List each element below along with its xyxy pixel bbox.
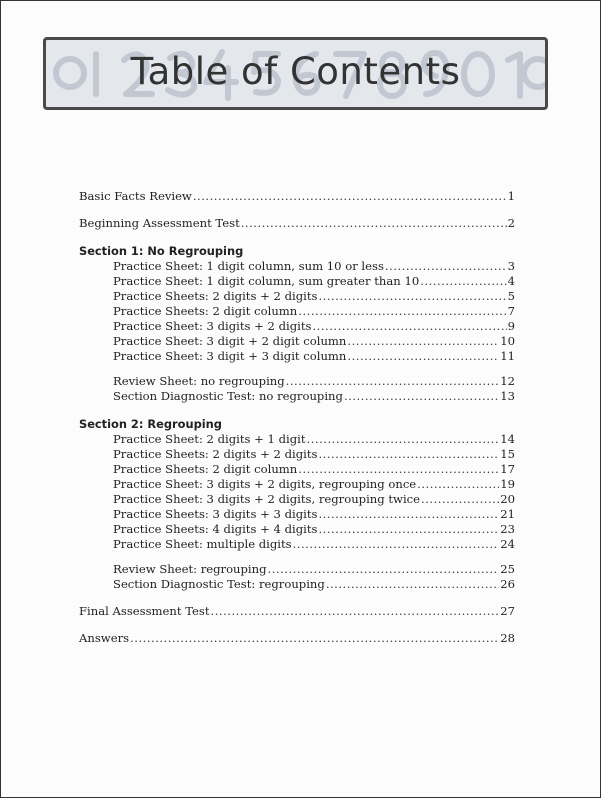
dot-leader — [211, 604, 500, 619]
dot-leader — [286, 374, 500, 389]
entry-page-number: 21 — [500, 507, 515, 521]
dot-leader — [417, 477, 499, 492]
entry-page-number: 23 — [500, 522, 515, 536]
entry-label: Practice Sheets: 4 digits + 4 digits — [113, 522, 318, 536]
entry-label: Review Sheet: regrouping — [113, 562, 267, 576]
page-title: Table of Contents — [130, 50, 461, 93]
table-of-contents — [79, 189, 515, 646]
entry-label: Section Diagnostic Test: regrouping — [113, 577, 325, 591]
entry-label: Practice Sheet: 3 digit + 2 digit column — [113, 334, 347, 348]
entry-label: Practice Sheet: 1 digit column, sum 10 or less — [113, 259, 384, 273]
dot-leader — [318, 447, 499, 462]
entry-label: Practice Sheet: 2 digits + 1 digit — [113, 432, 306, 446]
dot-leader — [130, 631, 499, 646]
dot-leader — [307, 432, 500, 447]
dot-leader — [326, 577, 499, 592]
entry-label: Section Diagnostic Test: no regrouping — [113, 389, 343, 403]
toc-entry — [79, 319, 515, 334]
entry-label: Practice Sheet: multiple digits — [113, 537, 292, 551]
dot-leader — [385, 259, 507, 274]
entry-page-number: 10 — [500, 334, 515, 348]
dot-leader — [318, 289, 506, 304]
toc-entry — [79, 289, 515, 304]
entry-label: Review Sheet: no regrouping — [113, 374, 285, 388]
dot-leader — [318, 507, 499, 522]
entry-label: Practice Sheets: 3 digits + 3 digits — [113, 507, 318, 521]
entry-label: Practice Sheets: 2 digits + 2 digits — [113, 289, 318, 303]
toc-entry — [79, 537, 515, 552]
dot-leader — [193, 189, 507, 204]
dot-leader — [421, 492, 499, 507]
toc-entry — [79, 432, 515, 447]
entry-page-number: 9 — [507, 319, 515, 333]
toc-entry-diagnostic — [79, 577, 515, 592]
entry-page-number: 26 — [500, 577, 515, 591]
toc-entry — [79, 349, 515, 364]
entry-label: Practice Sheet: 3 digits + 2 digits — [113, 319, 312, 333]
dot-leader — [347, 334, 499, 349]
toc-entry-basic-facts — [79, 189, 515, 204]
entry-page-number: 17 — [500, 462, 515, 476]
toc-entry-review — [79, 562, 515, 577]
toc-entry-answers — [79, 631, 515, 646]
dot-leader — [347, 349, 499, 364]
section-2-heading: Section 2: Regrouping — [79, 417, 222, 431]
entry-label: Final Assessment Test — [79, 604, 210, 618]
entry-label: Practice Sheet: 1 digit column, sum greater than 10 — [113, 274, 420, 288]
entry-page-number: 12 — [500, 374, 515, 388]
entry-label: Practice Sheet: 3 digits + 2 digits, regrouping once — [113, 477, 417, 491]
toc-entry-diagnostic — [79, 389, 515, 404]
entry-page-number: 1 — [507, 189, 515, 203]
toc-entry — [79, 507, 515, 522]
toc-entry — [79, 522, 515, 537]
dot-leader — [344, 389, 499, 404]
dot-leader — [298, 462, 499, 477]
toc-entry — [79, 447, 515, 462]
toc-entry — [79, 492, 515, 507]
entry-page-number: 4 — [507, 274, 515, 288]
dot-leader — [241, 216, 507, 231]
entry-page-number: 27 — [500, 604, 515, 618]
entry-page-number: 15 — [500, 447, 515, 461]
entry-label: Answers — [79, 631, 130, 645]
dot-leader — [420, 274, 506, 289]
section-1-heading: Section 1: No Regrouping — [79, 244, 244, 258]
entry-page-number: 11 — [500, 349, 515, 363]
title-banner — [43, 37, 548, 110]
entry-page-number: 28 — [500, 631, 515, 645]
entry-page-number: 13 — [500, 389, 515, 403]
toc-entry — [79, 462, 515, 477]
toc-entry — [79, 334, 515, 349]
dot-leader — [318, 522, 499, 537]
toc-entry — [79, 259, 515, 274]
toc-entry-review — [79, 374, 515, 389]
entry-label: Practice Sheet: 3 digit + 3 digit column — [113, 349, 347, 363]
entry-page-number: 20 — [500, 492, 515, 506]
dot-leader — [268, 562, 500, 577]
entry-label: Basic Facts Review — [79, 189, 192, 203]
entry-page-number: 25 — [500, 562, 515, 576]
entry-label: Practice Sheets: 2 digit column — [113, 304, 298, 318]
dot-leader — [312, 319, 506, 334]
entry-label: Practice Sheets: 2 digits + 2 digits — [113, 447, 318, 461]
entry-page-number: 14 — [500, 432, 515, 446]
toc-entry — [79, 477, 515, 492]
entry-page-number: 7 — [507, 304, 515, 318]
dot-leader — [293, 537, 500, 552]
entry-page-number: 3 — [507, 259, 515, 273]
toc-entry — [79, 274, 515, 289]
entry-page-number: 2 — [507, 216, 515, 230]
entry-page-number: 24 — [500, 537, 515, 551]
entry-label: Practice Sheets: 2 digit column — [113, 462, 298, 476]
toc-entry — [79, 304, 515, 319]
entry-label: Practice Sheet: 3 digits + 2 digits, regrouping twice — [113, 492, 421, 506]
toc-entry-beginning-test — [79, 216, 515, 231]
toc-entry-final-test — [79, 604, 515, 619]
entry-page-number: 5 — [507, 289, 515, 303]
entry-label: Beginning Assessment Test — [79, 216, 240, 230]
dot-leader — [298, 304, 506, 319]
entry-page-number: 19 — [500, 477, 515, 491]
